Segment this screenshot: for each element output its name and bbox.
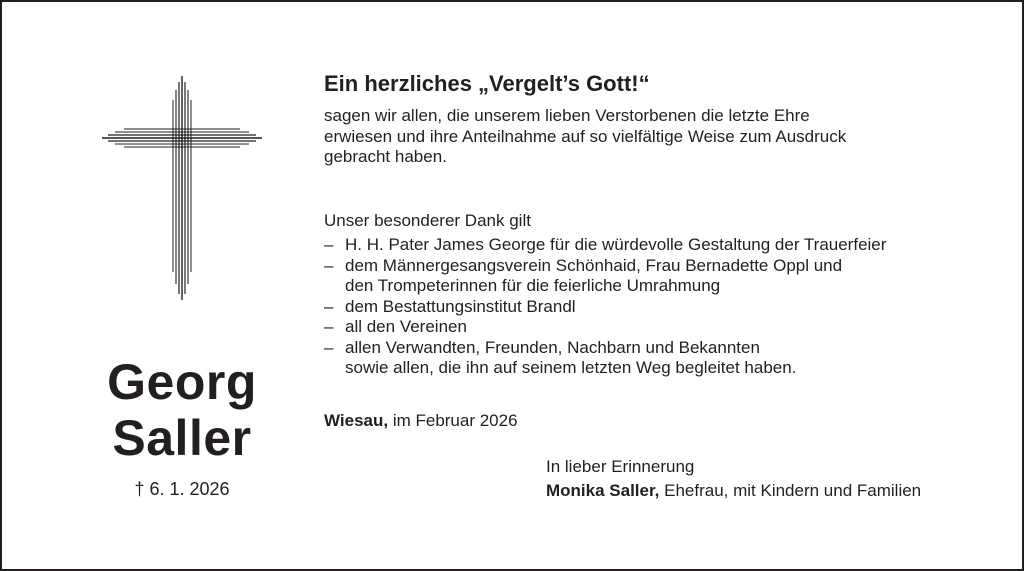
- thanks-item: [324, 256, 1004, 297]
- dash: –: [324, 296, 334, 316]
- intro-paragraph: [324, 106, 1004, 168]
- cross-icon: [102, 72, 262, 302]
- date: im Februar 2026: [388, 410, 518, 430]
- thanks-item-text: sowie allen, die ihn auf seinem letzten Weg begleitet haben.: [345, 358, 797, 377]
- deceased-name: [82, 354, 282, 466]
- thanks-item-text: dem Männergesangsverein Schönhaid, Frau Bernadette Oppl und: [345, 255, 843, 275]
- deceased-last-name: Saller: [112, 410, 252, 466]
- thanks-item-text: dem Bestattungsinstitut Brandl: [345, 296, 576, 316]
- signature-relation: Ehefrau, mit Kindern und Familien: [659, 481, 922, 500]
- intro-line: erwiesen und ihre Anteilnahme auf so vielfältige Weise zum Ausdruck: [324, 126, 847, 146]
- thanks-intro: Unser besonderer Dank gilt: [324, 210, 531, 230]
- dash: –: [324, 337, 334, 357]
- deceased-first-name: Georg: [107, 354, 257, 410]
- signature-name-line: [546, 479, 921, 503]
- dash: –: [324, 235, 334, 254]
- place-date: [324, 411, 1004, 432]
- intro-line: sagen wir allen, die unserem lieben Verstorbenen die letzte Ehre: [324, 106, 810, 125]
- thanks-item: [324, 297, 1004, 318]
- thanks-item: [324, 338, 1004, 379]
- thanks-item-text: H. H. Pater James George für die würdevolle Gestaltung der Trauerfeier: [345, 235, 887, 254]
- thanks-item-text: all den Vereinen: [345, 317, 467, 336]
- dash: –: [324, 317, 334, 336]
- thanks-item-text: allen Verwandten, Freunden, Nachbarn und Bekannten: [345, 337, 760, 357]
- thanks-item-text: den Trompeterinnen für die feierliche Umrahmung: [345, 276, 721, 295]
- thanks-item: [324, 317, 1004, 338]
- thanks-list: [324, 235, 1004, 379]
- thanks-item: [324, 235, 1004, 256]
- dash: –: [324, 255, 334, 275]
- death-date: † 6. 1. 2026: [134, 479, 230, 499]
- signature-line: In lieber Erinnerung: [546, 457, 695, 476]
- headline: Ein herzliches „Vergelt’s Gott!“: [324, 71, 650, 96]
- memorial-column: [82, 62, 282, 542]
- signature-block: [546, 455, 921, 503]
- place: Wiesau,: [324, 410, 389, 430]
- message-body: [324, 70, 1004, 431]
- intro-line: gebracht haben.: [324, 147, 447, 166]
- signature-name: Monika Saller,: [546, 481, 660, 500]
